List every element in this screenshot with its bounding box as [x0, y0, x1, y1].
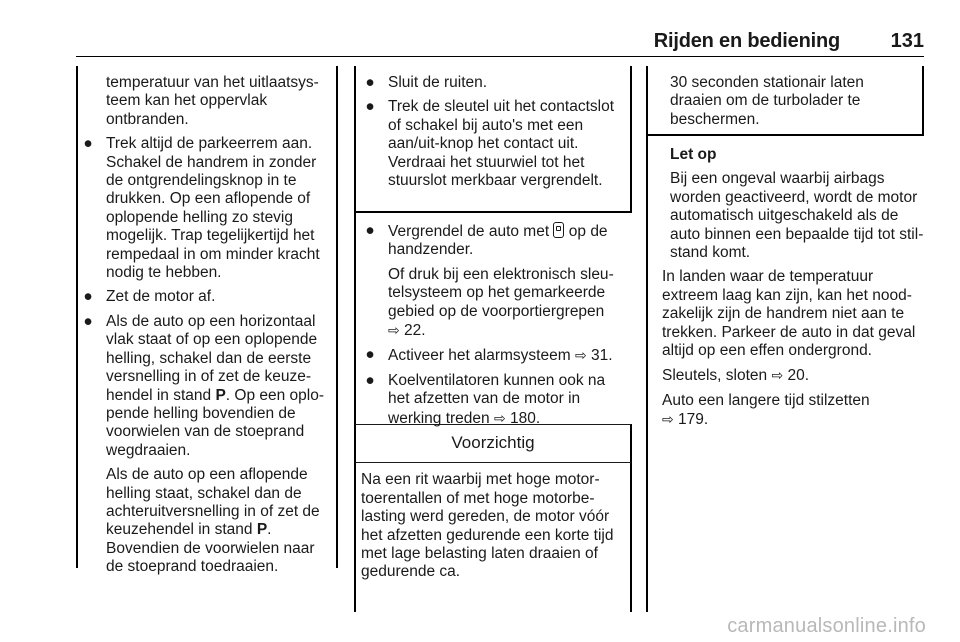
text-run: . Bovendien de voorwielen naar de stoeprand toedraaien.	[106, 521, 315, 576]
bullet-icon: ●	[83, 312, 93, 330]
list-item-text	[388, 223, 608, 258]
cross-reference	[662, 366, 924, 385]
column-3	[662, 146, 924, 436]
col3-box-right-rule	[922, 66, 924, 136]
column-1	[78, 74, 330, 583]
page-ref-icon: ⇨	[662, 411, 674, 428]
note-text: Bij een ongeval waarbij airbags worden geactiveerd, wordt de motor automatisch uitgeschakeld als de auto binnen een bepaalde tijd tot stilstand komt.	[670, 170, 924, 262]
page-ref: 179.	[678, 411, 709, 429]
page-ref-icon: ⇨	[771, 367, 784, 384]
text-run: Vergrendel de auto met	[388, 223, 550, 240]
caution-title: Voorzichtig	[355, 425, 631, 463]
list-item	[360, 98, 626, 190]
caution-box	[355, 424, 631, 588]
text-run: Koelventilatoren kunnen ook na het afzetten van de motor in werking treden	[388, 371, 606, 427]
text-run: Als de auto op een horizontaal vlak staat of op een oplopende helling, schakel dan de eerste versnelling in of zet de keuzehendel in stand	[106, 312, 318, 404]
lock-key-icon	[553, 222, 564, 238]
list-item	[360, 222, 630, 260]
page-ref-icon: ⇨	[574, 347, 587, 364]
text-run: Activeer het alarmsysteem	[388, 347, 571, 365]
col2-box-bottom-rule	[354, 211, 632, 213]
list-item-text	[388, 372, 605, 427]
note-label: Let op	[670, 146, 717, 163]
list-item	[360, 74, 626, 92]
list-item-text: Trek de sleutel uit het contactslot of schakel bij auto's met een aan/uit-knop het contact uit. Verdraai het stuurwiel tot het stuurslot merkbaar vergrendelt.	[388, 98, 615, 190]
col3-left-rule	[646, 66, 648, 612]
list-item-text: Zet de motor af.	[106, 288, 216, 306]
page-ref: 180.	[510, 409, 541, 427]
col2-box-right-rule	[630, 66, 632, 212]
list-item	[78, 313, 330, 460]
continued-text: temperatuur van het uitlaatsysteem kan het oppervlak ontbranden.	[106, 74, 319, 128]
paragraph	[78, 466, 330, 576]
list-item-text	[106, 313, 324, 459]
bullet-icon: ●	[365, 98, 375, 116]
bullet-icon: ●	[365, 222, 375, 239]
gear-position: P	[256, 521, 268, 539]
list-item-text	[388, 347, 613, 364]
paragraph	[360, 266, 630, 341]
list-item-text: Trek altijd de parkeerrem aan. Schakel de handrem in zonder de ontgrendelingsknop in te drukken. Op een aflopende of oplopende helling zo stevig mogelijk. Trap tegelijkertijd het rempedaal in om minder kracht nodig te hebben.	[106, 135, 320, 282]
text-run: Sleutels, sloten	[662, 367, 768, 385]
continued-box-text: 30 seconden stationair laten draaien om de turbolader te beschermen.	[670, 74, 864, 128]
bullet-icon: ●	[83, 135, 93, 153]
list-item	[360, 372, 630, 428]
column-3-box	[670, 74, 918, 135]
page-ref: 31.	[590, 347, 613, 365]
page-ref-icon: ⇨	[493, 409, 506, 426]
caution-text: Na een rit waarbij met hoge motortoerentallen of met hoge motorbelasting werd gereden, de motor vóór het afzetten gedurende een korte tijd met lage belasting laten draaien of gedurende ca.	[361, 471, 614, 581]
header-rule	[76, 56, 924, 57]
watermark: carmanualsonline.info	[727, 615, 926, 637]
list-item	[78, 288, 330, 306]
text-run: Als de auto op een aflopende helling staat, schakel dan de achteruitversnelling in of zet de keuzehendel in stand	[106, 466, 320, 539]
text-run: Of druk bij een elektronisch sleutelsysteem op het gemarkeerde gebied op de voorportiergrepen	[388, 265, 614, 320]
list-item	[78, 135, 330, 282]
list-item	[360, 346, 630, 365]
text-run: Auto een langere tijd stilzetten	[662, 391, 870, 409]
page-number: 131	[890, 30, 924, 52]
text-run: . Op een oplopende helling bovendien de voorwielen van de stoeprand wegdraaien.	[106, 386, 325, 459]
text-run: op de handzender.	[388, 223, 608, 259]
section-title: Rijden en bediening	[653, 30, 840, 52]
bullet-icon: ●	[365, 346, 375, 364]
page-ref-icon: ⇨	[388, 322, 400, 339]
column-2-lower	[360, 222, 630, 434]
gear-position: P	[215, 386, 226, 404]
list-item-text: Sluit de ruiten.	[388, 74, 488, 91]
bullet-icon: ●	[365, 74, 375, 91]
col1-right-rule	[336, 66, 338, 568]
paragraph: In landen waar de temperatuur extreem laag kan zijn, kan het noodzakelijk zijn de handrem niet aan te trekken. Parkeer de auto in dat geval altijd op een effen ondergrond.	[662, 268, 916, 360]
bullet-icon: ●	[83, 288, 93, 306]
page-ref: 22.	[404, 322, 426, 340]
bullet-icon: ●	[365, 371, 375, 389]
page-ref: 20.	[787, 367, 810, 385]
cross-reference	[662, 392, 924, 430]
column-2	[360, 74, 626, 196]
